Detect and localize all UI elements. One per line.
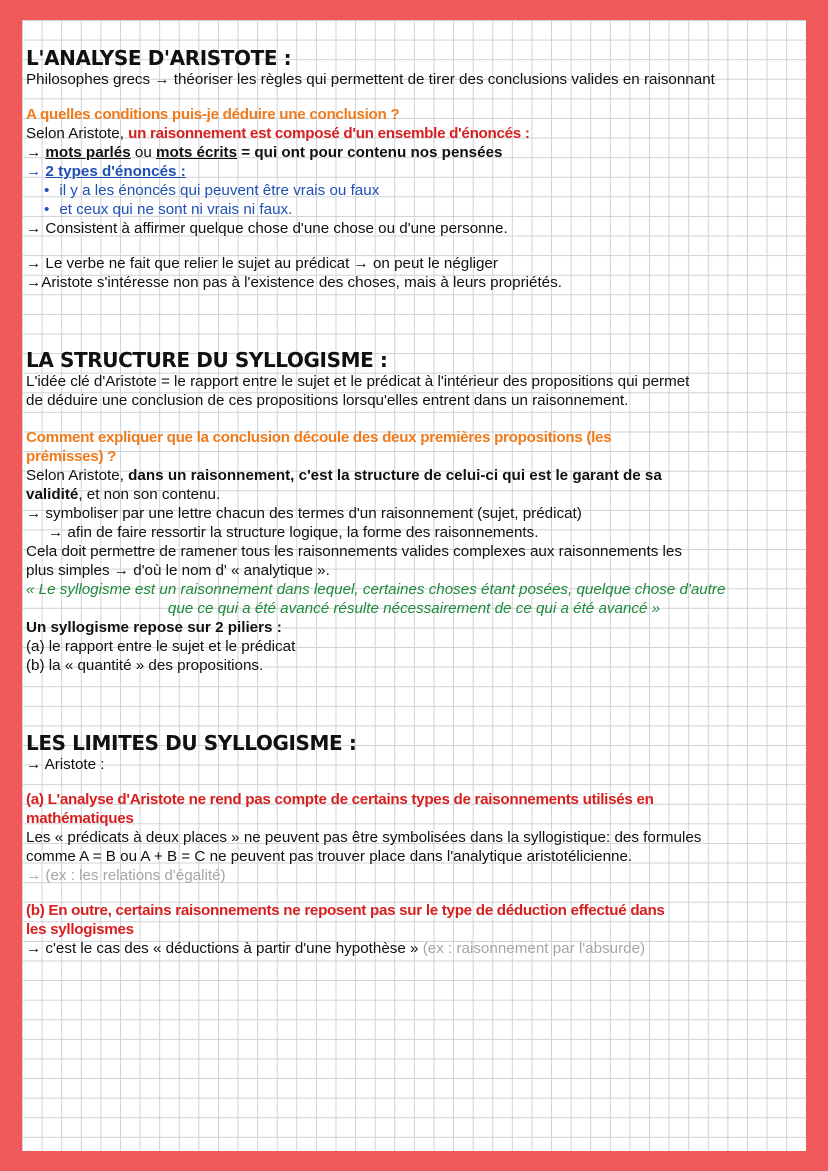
- structure-logique-line: → afin de faire ressortir la structure logique, la forme des raisonnements.: [48, 524, 539, 541]
- section-title-limites: LES LIMITES DU SYLLOGISME :: [26, 731, 357, 755]
- hypothese-line: → c'est le cas des « déductions à partir d'une hypothèse » (ex : raisonnement par l'absurde): [26, 940, 646, 957]
- piliers-heading: Un syllogisme repose sur 2 piliers :: [26, 619, 282, 636]
- syllogisme-quote-2: que ce qui a été avancé résulte nécessairement de ce qui a été avancé »: [167, 600, 661, 617]
- types-enonces-line: → 2 types d'énoncés :: [26, 163, 186, 180]
- pilier-a: (a) le rapport entre le sujet et le prédicat: [26, 638, 296, 655]
- consistent-line: → Consistent à affirmer quelque chose d'une chose ou d'une personne.: [26, 220, 508, 237]
- question-conclusion: Comment expliquer que la conclusion découle des deux premières propositions (les: [26, 429, 612, 446]
- question-conclusion-2: prémisses) ?: [26, 448, 117, 465]
- notebook-page: [22, 20, 806, 1151]
- proprietes-line: →Aristote s'intéresse non pas à l'existence des choses, mais à leurs propriétés.: [26, 274, 562, 291]
- ramener-line: Cela doit permettre de ramener tous les raisonnements valides complexes aux raisonnements les: [26, 543, 682, 560]
- section-title-structure: LA STRUCTURE DU SYLLOGISME :: [26, 348, 388, 372]
- formules-line: comme A = B ou A + B = C ne peuvent pas trouver place dans l'analytique aristotélicienne.: [26, 848, 633, 865]
- limite-a-heading: (a) L'analyse d'Aristote ne rend pas compte de certains types de raisonnements utilisés en: [26, 791, 654, 808]
- selon-aristote-line: Selon Aristote, un raisonnement est composé d'un ensemble d'énoncés :: [26, 125, 530, 142]
- page-content: [26, 46, 802, 958]
- symboliser-line: → symboliser par une lettre chacun des termes d'un raisonnement (sujet, prédicat): [26, 505, 582, 522]
- aristote-line: → Aristote :: [26, 756, 105, 773]
- verbe-line: → Le verbe ne fait que relier le sujet au prédicat → on peut le négliger: [26, 255, 498, 272]
- limite-b-heading: (b) En outre, certains raisonnements ne reposent pas sur le type de déduction effectué dans: [26, 902, 665, 919]
- mots-line: → mots parlés ou mots écrits = qui ont pour contenu nos pensées: [26, 144, 503, 161]
- syllogisme-quote: « Le syllogisme est un raisonnement dans lequel, certaines choses étant posées, quelque chose d'autre: [26, 581, 726, 598]
- bullet-item: • et ceux qui ne sont ni vrais ni faux.: [26, 200, 802, 219]
- egalite-example: → (ex : les relations d'égalité): [26, 867, 226, 884]
- pilier-b: (b) la « quantité » des propositions.: [26, 657, 264, 674]
- bullet-item: • il y a les énoncés qui peuvent être vrais ou faux: [26, 181, 802, 200]
- structure-garant-line: Selon Aristote, dans un raisonnement, c'est la structure de celui-ci qui est le garant de sa: [26, 467, 662, 484]
- section-title-analyse: L'ANALYSE D'ARISTOTE :: [26, 46, 292, 70]
- intro-line: Philosophes grecs → théoriser les règles qui permettent de tirer des conclusions valides en raisonnant: [26, 71, 715, 88]
- validite-line: validité, et non son contenu.: [26, 486, 221, 503]
- limite-a-heading-2: mathématiques: [26, 810, 134, 827]
- idee-cle-line-2: de déduire une conclusion de ces propositions lorsqu'elles entrent dans un raisonnement.: [26, 392, 629, 409]
- limite-b-heading-2: les syllogismes: [26, 921, 134, 938]
- idee-cle-line: L'idée clé d'Aristote = le rapport entre le sujet et le prédicat à l'intérieur des propositions qui permet: [26, 373, 690, 390]
- predicats-line: Les « prédicats à deux places » ne peuvent pas être symbolisées dans la syllogistique: des formules: [26, 829, 702, 846]
- analytique-line: plus simples → d'où le nom d' « analytique ».: [26, 562, 330, 579]
- question-conditions: A quelles conditions puis-je déduire une conclusion ?: [26, 106, 400, 123]
